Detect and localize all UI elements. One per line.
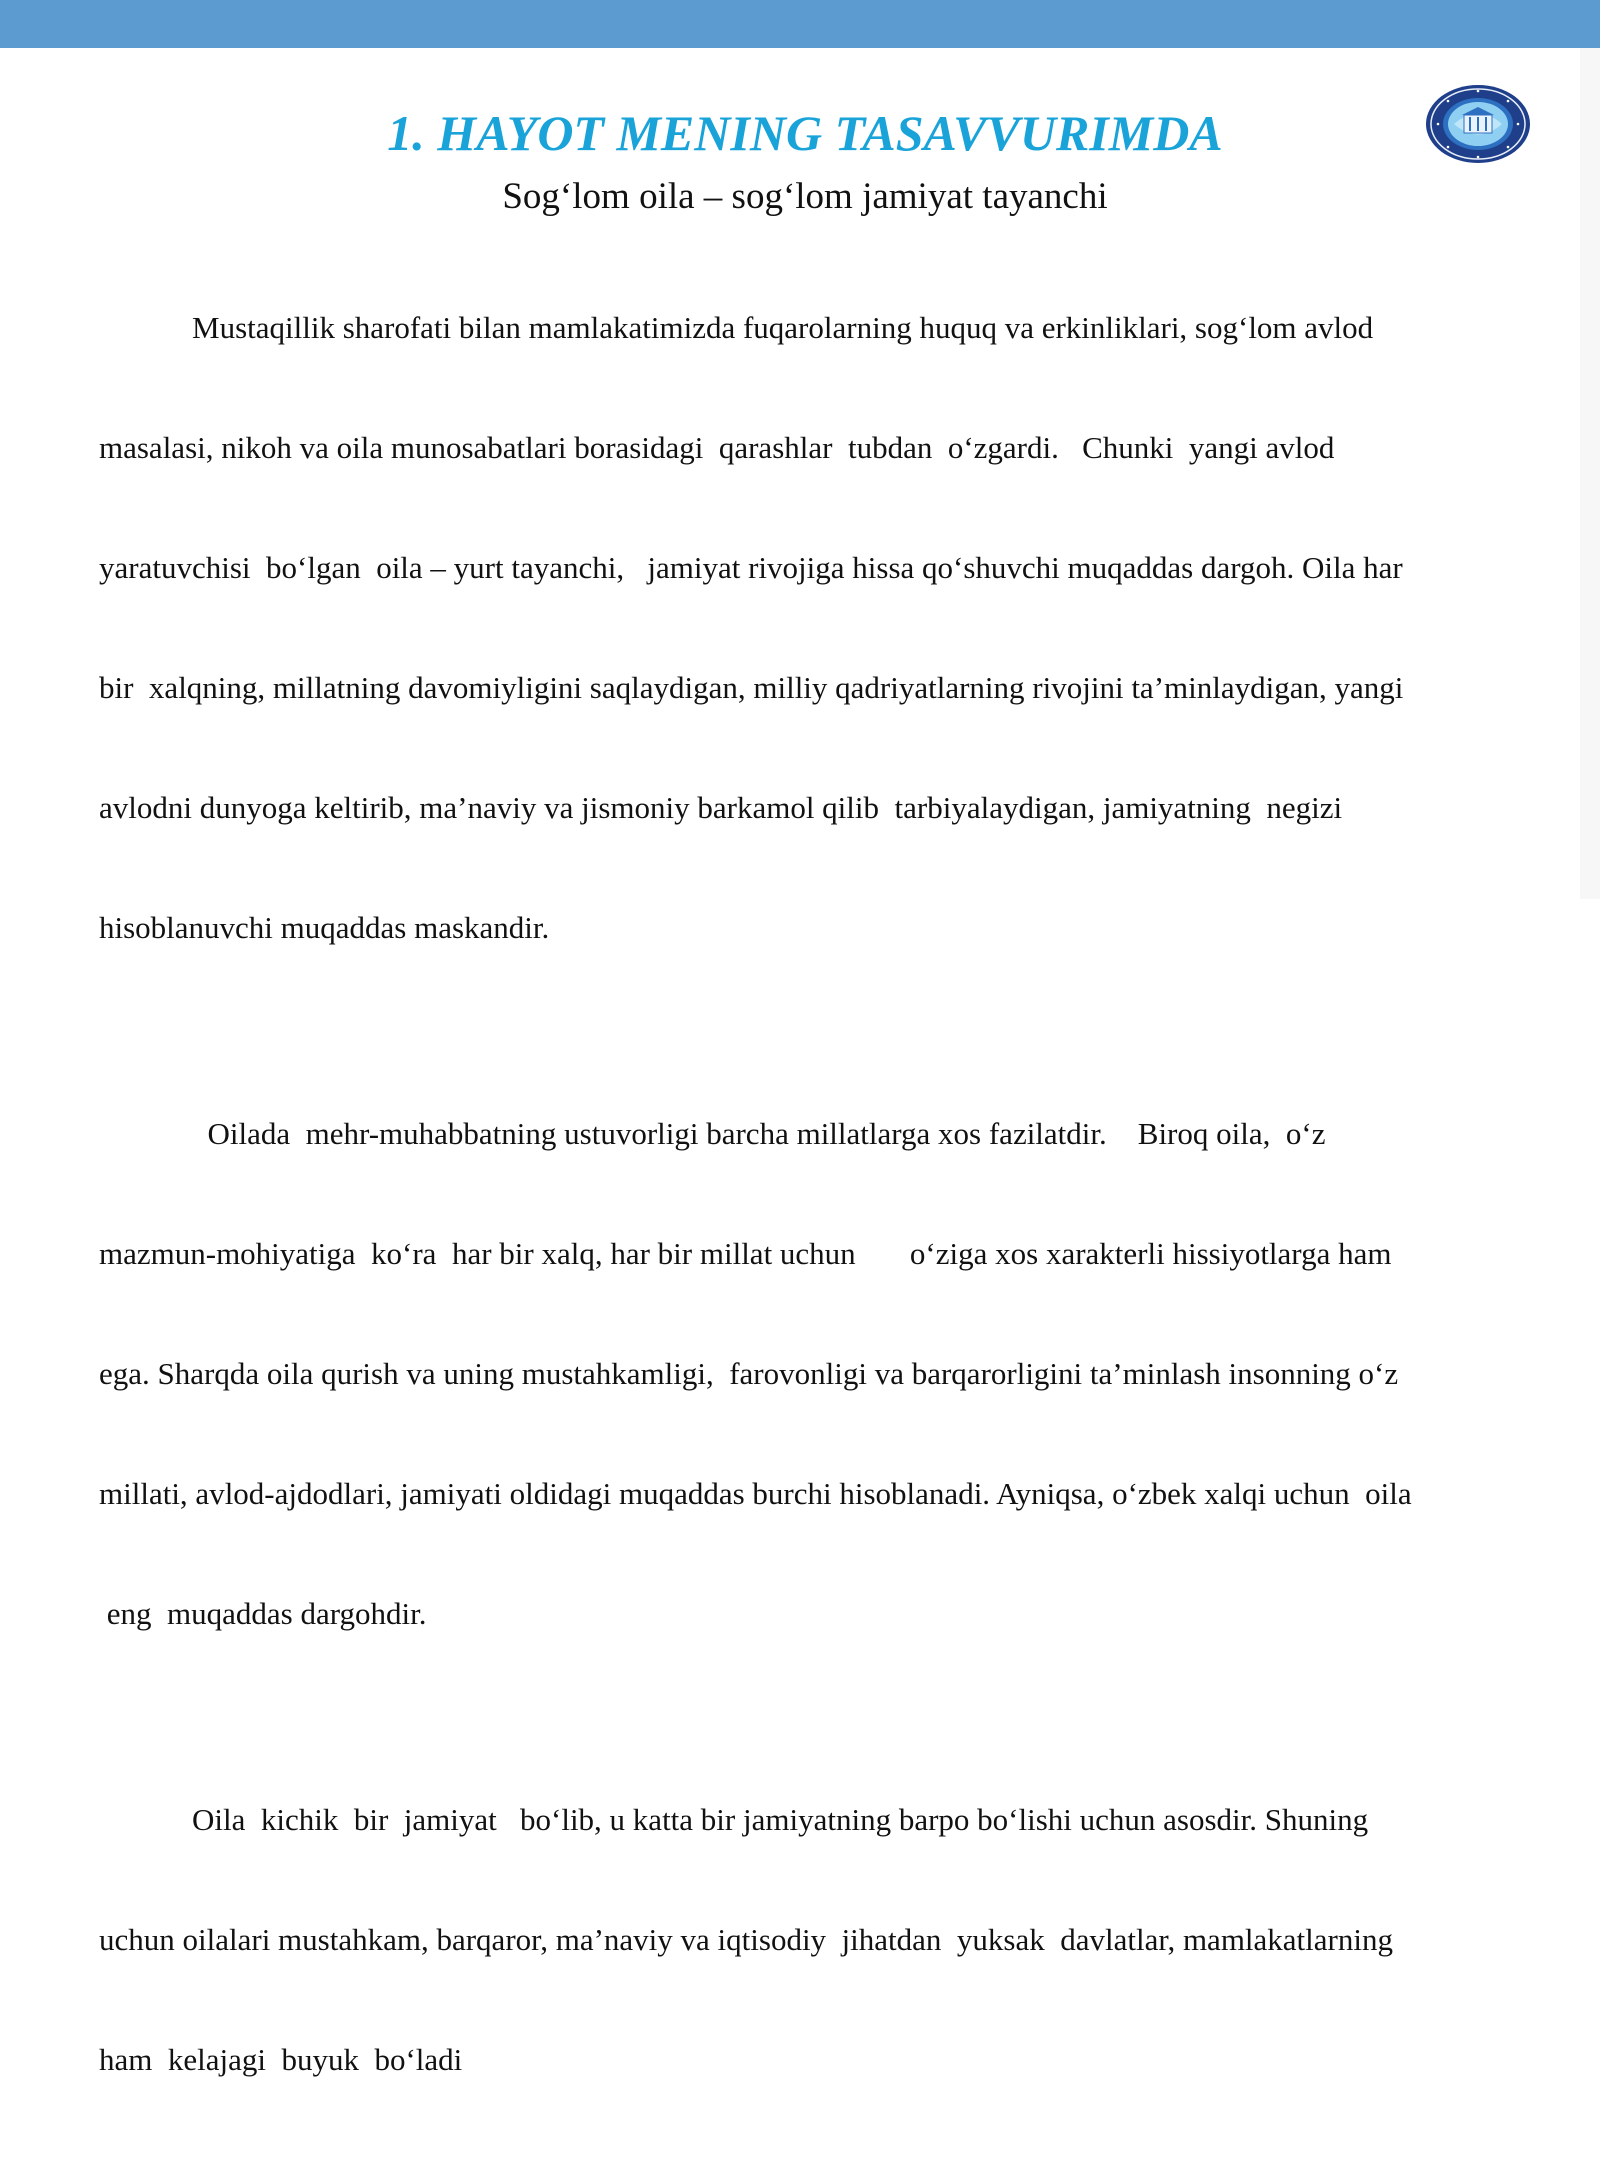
text-line: millati, avlod-ajdodlari, jamiyati oldidagi muqaddas burchi hisoblanadi. Ayniqsa, o‘zbek xalqi uchun oila <box>99 1476 1412 1511</box>
slide-subtitle: Sog‘lom oila – sog‘lom jamiyat tayanchi <box>502 176 1108 217</box>
right-edge-strip <box>1580 48 1600 899</box>
text-line: ega. Sharqda oila qurish va uning mustahkamligi, farovonligi va barqarorligini ta’minlash insonning o‘z <box>99 1356 1399 1391</box>
text-line: ham kelajagi buyuk bo‘ladi <box>99 2042 463 2077</box>
university-seal-icon <box>1424 83 1532 165</box>
text-line: avlodni dunyoga keltirib, ma’naviy va jismoniy barkamol qilib tarbiyalaydigan, jamiyatning negizi <box>99 790 1343 825</box>
text-line: hisoblanuvchi muqaddas maskandir. <box>99 910 550 945</box>
slide-title: 1. HAYOT MENING TASAVVURIMDA <box>387 105 1223 161</box>
text-line: Oilada mehr-muhabbatning ustuvorligi barcha millatlarga xos fazilatdir. Biroq oila, o‘z <box>99 1116 1326 1151</box>
slide-body <box>99 228 1519 2166</box>
text-line: bir xalqning, millatning davomiyligini saqlaydigan, milliy qadriyatlarning rivojini ta’minlaydigan, yangi <box>99 670 1404 705</box>
text-line: masalasi, nikoh va oila munosabatlari borasidagi qarashlar tubdan o‘zgardi. Chunki yangi avlod <box>99 430 1335 465</box>
text-line: uchun oilalari mustahkam, barqaror, ma’naviy va iqtisodiy jihatdan yuksak davlatlar, mamlakatlarning <box>99 1922 1393 1957</box>
text-line: Mustaqillik sharofati bilan mamlakatimizda fuqarolarning huquq va erkinliklari, sog‘lom avlod <box>99 310 1374 345</box>
text-line: eng muqaddas dargohdir. <box>99 1596 427 1631</box>
paragraph-3 <box>99 1720 1519 2160</box>
paragraph-2 <box>99 1034 1519 1714</box>
header-bar <box>0 0 1600 48</box>
text-line: mazmun-mohiyatiga ko‘ra har bir xalq, har bir millat uchun o‘ziga xos xarakterli hissiyotlarga ham <box>99 1236 1392 1271</box>
paragraph-1 <box>99 228 1519 1028</box>
text-line: Oila kichik bir jamiyat bo‘lib, u katta bir jamiyatning barpo bo‘lishi uchun asosdir. Shuning <box>99 1802 1369 1837</box>
text-line: yaratuvchisi bo‘lgan oila – yurt tayanchi, jamiyat rivojiga hissa qo‘shuvchi muqaddas dargoh. Oila har <box>99 550 1403 585</box>
